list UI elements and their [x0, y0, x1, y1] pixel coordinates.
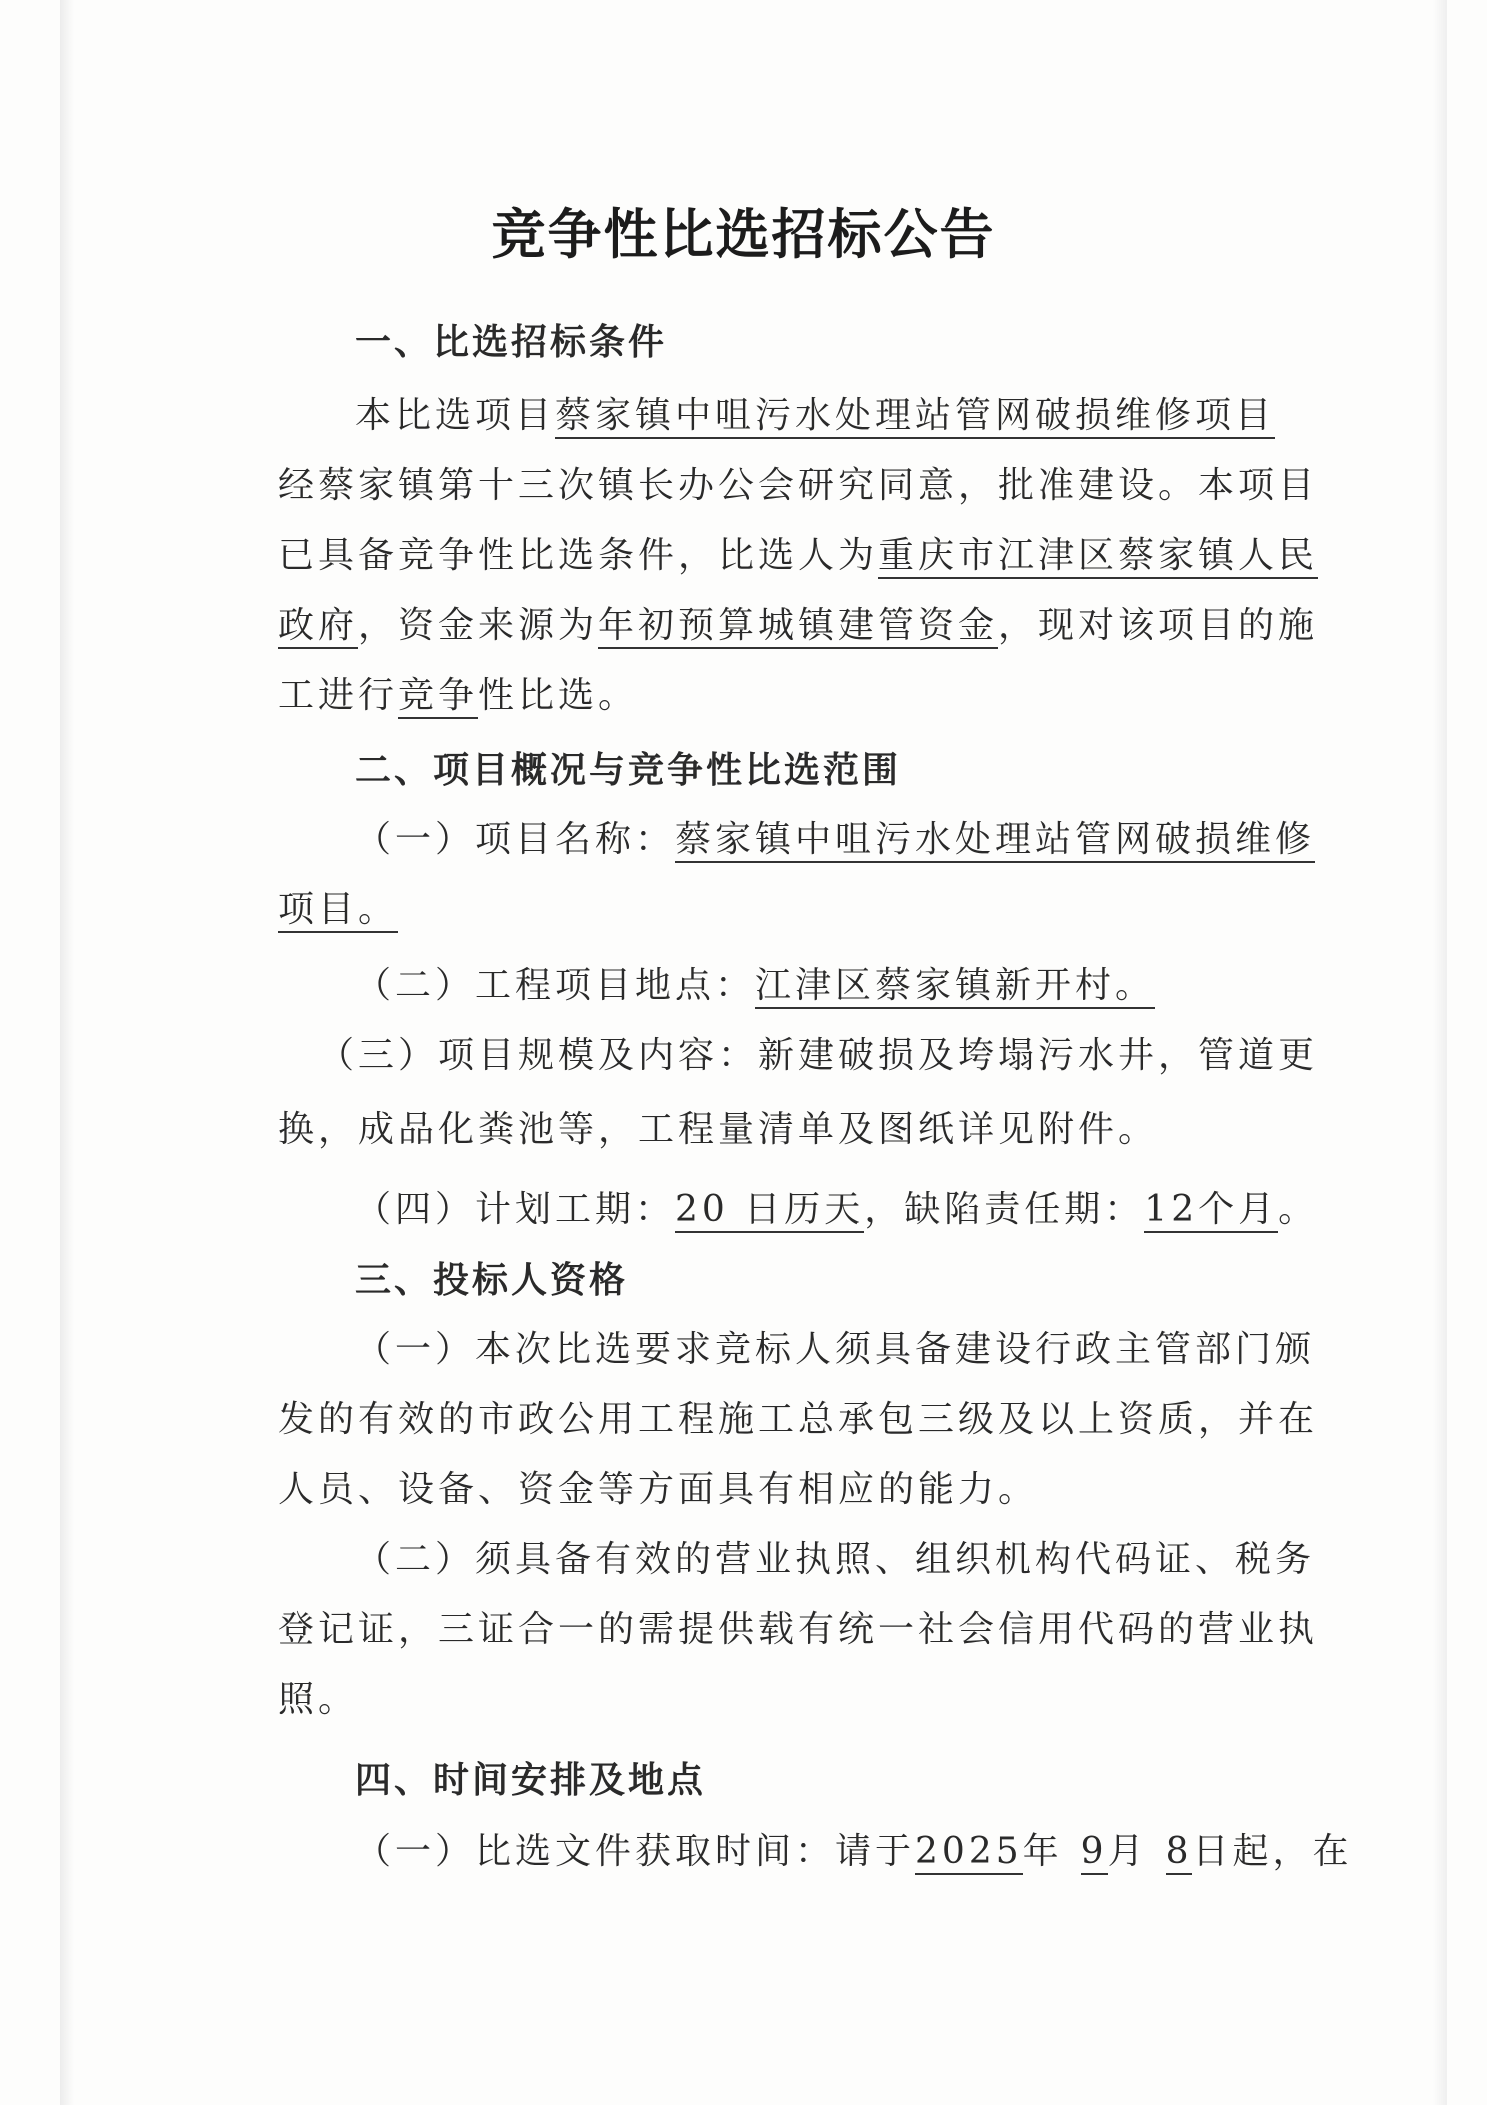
- s2-item-3-cont: 换，成品化粪池等，工程量清单及图纸详见附件。: [278, 1109, 1159, 1150]
- project-name-field: 蔡家镇中咀污水处理站管网破损维修: [675, 819, 1315, 863]
- s1-text: 性比选。: [478, 675, 639, 716]
- section-2-heading: 二、项目概况与竞争性比选范围: [355, 749, 902, 791]
- selector-name-underlined-cont: 政府: [278, 605, 358, 649]
- s1-text: ，资金来源为: [358, 605, 599, 646]
- s1-line-1: [355, 386, 1275, 446]
- s2-text: ，缺陷责任期：: [864, 1189, 1145, 1230]
- s1-line-5: [278, 666, 638, 726]
- duration-field: 20 日历天: [675, 1189, 864, 1233]
- method-underlined: 竞争: [398, 675, 478, 719]
- selector-name-underlined: 重庆市江津区蔡家镇人民: [878, 535, 1318, 579]
- year-field: 2025: [915, 1831, 1023, 1875]
- s2-text: （四）计划工期：: [355, 1189, 676, 1230]
- s2-text: （二）工程项目地点：: [355, 965, 756, 1006]
- s1-line-4: [278, 596, 1318, 656]
- s4-text: 日起，在: [1192, 1831, 1353, 1872]
- s3-p2-line-2: 登记证，三证合一的需提供载有统一社会信用代码的营业执: [278, 1609, 1319, 1650]
- s2-text: 。: [1278, 1189, 1319, 1230]
- s1-text: 已具备竞争性比选条件，比选人为: [278, 535, 879, 576]
- s2-item-4: [355, 1180, 1318, 1240]
- s3-p1-line-3: 人员、设备、资金等方面具有相应的能力。: [278, 1469, 1039, 1510]
- s3-p2-line-1: （二）须具备有效的营业执照、组织机构代码证、税务: [355, 1539, 1316, 1580]
- day-field: 8: [1166, 1831, 1193, 1875]
- s3-p1-line-1: （一）本次比选要求竞标人须具备建设行政主管部门颁: [355, 1329, 1316, 1370]
- project-name-underlined: 蔡家镇中咀污水处理站管网破损维修项目: [555, 395, 1275, 439]
- section-1-heading: 一、比选招标条件: [355, 321, 668, 363]
- document-title: 竞争性比选招标公告: [491, 202, 996, 266]
- s1-text: 工进行: [278, 675, 399, 716]
- s2-item-1-cont: [278, 880, 398, 940]
- s3-p1-line-2: 发的有效的市政公用工程施工总承包三级及以上资质，并在: [278, 1399, 1319, 1440]
- s1-line-2: 经蔡家镇第十三次镇长办公会研究同意，批准建设。本项目: [278, 465, 1319, 506]
- s4-item-1: [355, 1822, 1353, 1882]
- s2-item-1: [355, 810, 1315, 870]
- month-field: 9: [1081, 1831, 1108, 1875]
- section-3-heading: 三、投标人资格: [355, 1259, 629, 1301]
- fund-source-underlined: 年初预算城镇建管资金: [598, 605, 998, 649]
- s3-p2-line-3: 照。: [278, 1679, 359, 1720]
- scan-shadow-left: [60, 0, 74, 2105]
- s4-text: 月: [1107, 1831, 1148, 1872]
- s1-text: ，现对该项目的施: [998, 605, 1319, 646]
- s1-text: 本比选项目: [355, 395, 556, 436]
- s4-text: 年: [1022, 1831, 1063, 1872]
- section-4-heading: 四、时间安排及地点: [355, 1759, 707, 1801]
- warranty-field: 12个月: [1144, 1189, 1278, 1233]
- s2-text: （一）项目名称：: [355, 819, 676, 860]
- s4-text: （一）比选文件获取时间：请于: [355, 1831, 916, 1872]
- s2-item-3: （三）项目规模及内容：新建破损及垮塌污水井，管道更: [318, 1035, 1319, 1076]
- location-field: 江津区蔡家镇新开村。: [755, 965, 1155, 1009]
- scan-shadow-right: [1433, 0, 1447, 2105]
- s2-item-2: [355, 956, 1155, 1016]
- project-name-field-cont: 项目。: [278, 889, 398, 933]
- s1-line-3: [278, 526, 1318, 586]
